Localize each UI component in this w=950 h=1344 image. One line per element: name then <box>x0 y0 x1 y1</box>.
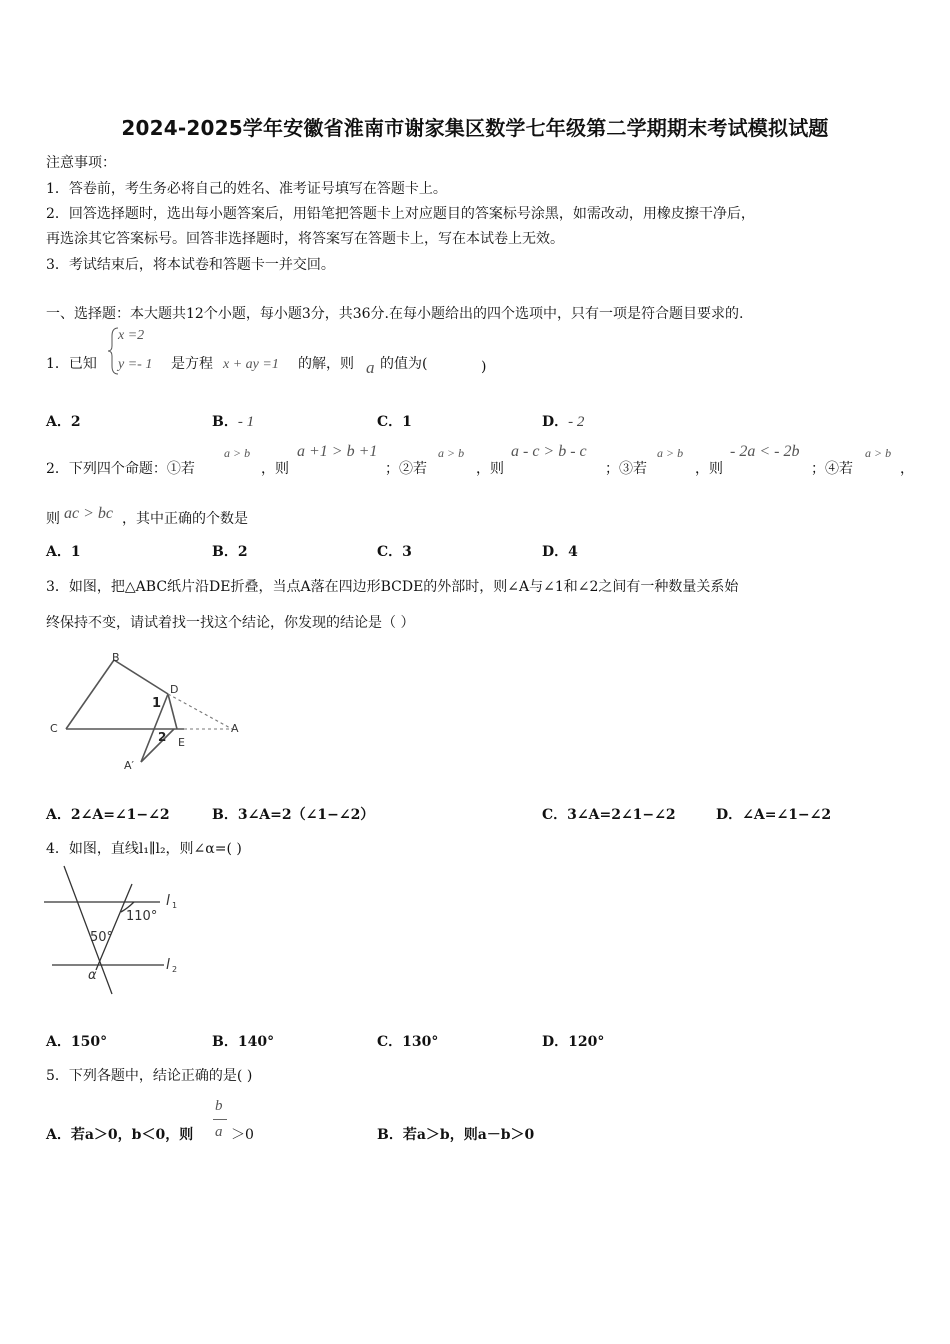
q1-variable: a <box>366 358 375 377</box>
option-d[interactable]: D．4 <box>542 544 578 560</box>
notice-heading: 注意事项： <box>46 155 116 171</box>
q3-triangle-figure <box>44 648 254 776</box>
q5-fraction-numerator: b <box>215 1098 223 1114</box>
option-d[interactable]: D．120° <box>542 1034 605 1050</box>
label-50: 50° <box>90 930 114 945</box>
q2-result: - 2a < - 2b <box>730 443 800 460</box>
option-c[interactable]: C．1 <box>377 414 412 430</box>
q1-equation: x + ay =1 <box>223 357 279 372</box>
q1-paren: ) <box>481 359 487 375</box>
section-heading: 一、选择题：本大题共12个小题，每小题3分，共36分.在每小题给出的四个选项中，只有一项是符合题目要求的. <box>46 306 744 322</box>
notice-item: 再选涂其它答案标号。回答非选择题时，将答案写在答题卡上，写在本试卷上无效。 <box>46 231 564 247</box>
q2-text: ，则 <box>261 461 289 477</box>
option-c[interactable]: C．3 <box>377 544 412 560</box>
label-angle-1: 1 <box>152 696 162 711</box>
q2-condition: a > b <box>657 446 684 460</box>
notice-item: 3．考试结束后，将本试卷和答题卡一并交回。 <box>46 257 335 273</box>
q2-text: 则 <box>46 511 60 527</box>
q1-sys-eq2: y =- 1 <box>118 357 153 372</box>
label-e: E <box>178 736 185 749</box>
q1-sys-eq1: x =2 <box>118 328 145 343</box>
q2-text: ，其中正确的个数是 <box>122 511 248 527</box>
label-a: A <box>231 722 239 735</box>
q2-text: ；②若 <box>385 461 427 477</box>
option-d[interactable]: D．∠A=∠1−∠2 <box>716 807 832 823</box>
fraction-bar <box>213 1119 227 1120</box>
option-a[interactable]: A．2 <box>46 414 81 430</box>
option-c[interactable]: C．3∠A=2∠1−∠2 <box>542 807 676 823</box>
q5-option-a-suffix: ＞0 <box>231 1127 254 1143</box>
q3-text: 终保持不变，请试着找一找这个结论，你发现的结论是（ ） <box>46 615 415 631</box>
q4-text: 4．如图，直线l₁∥l₂，则∠α=( ) <box>46 841 242 857</box>
label-l1-subscript: 1 <box>172 901 178 910</box>
q2-condition: a > b <box>865 446 892 460</box>
label-c: C <box>50 722 58 735</box>
option-a[interactable]: A．150° <box>46 1034 108 1050</box>
option-c[interactable]: C．130° <box>377 1034 439 1050</box>
q2-result: a - c > b - c <box>511 443 587 460</box>
page-title: 2024-2025学年安徽省淮南市谢家集区数学七年级第二学期期末考试模拟试题 <box>121 116 829 140</box>
option-d[interactable]: D．- 2 <box>542 414 585 430</box>
q3-text: 3．如图，把△ABC纸片沿DE折叠，当点A落在四边形BCDE的外部时，则∠A与∠1和∠2之间有一种数量关系始 <box>46 579 739 595</box>
notice-item: 1．答卷前，考生务必将自己的姓名、准考证号填写在答题卡上。 <box>46 181 447 197</box>
label-angle-2: 2 <box>158 730 167 744</box>
q2-result: a +1 > b +1 <box>297 443 378 460</box>
label-b: B <box>112 651 120 664</box>
q2-text: ，则 <box>476 461 504 477</box>
q1-text: 的解，则 <box>298 356 354 372</box>
option-b[interactable]: B．2 <box>212 544 248 560</box>
q5-text: 5．下列各题中，结论正确的是( ) <box>46 1068 253 1084</box>
option-a[interactable]: A．1 <box>46 544 81 560</box>
q5-fraction-denominator: a <box>215 1124 223 1140</box>
label-l1: l <box>166 893 170 909</box>
label-l2-subscript: 2 <box>172 965 178 974</box>
label-l2: l <box>166 957 170 973</box>
label-110: 110° <box>126 909 158 924</box>
q2-condition: a > b <box>224 446 251 460</box>
option-b[interactable]: B．若a＞b，则a－b＞0 <box>377 1127 535 1143</box>
q2-text: ，则 <box>695 461 723 477</box>
option-b[interactable]: B．3∠A=2（∠1−∠2） <box>212 807 375 823</box>
q2-condition: a > b <box>438 446 465 460</box>
q2-text: ；④若 <box>811 461 853 477</box>
option-a[interactable]: A．若a＞0，b＜0，则 <box>46 1127 194 1143</box>
q2-result: ac > bc <box>64 505 113 522</box>
q4-parallel-lines-figure <box>42 862 192 998</box>
q2-text: ， <box>900 461 914 477</box>
q1-number: 1．已知 <box>46 356 97 372</box>
option-a[interactable]: A．2∠A=∠1−∠2 <box>46 807 170 823</box>
label-a-prime: A′ <box>124 759 135 772</box>
label-alpha: α <box>88 968 97 983</box>
q2-text: ；③若 <box>605 461 647 477</box>
q1-text: 是方程 <box>171 356 213 372</box>
label-d: D <box>170 683 179 696</box>
option-b[interactable]: B．140° <box>212 1034 275 1050</box>
q2-text: 2．下列四个命题：①若 <box>46 461 195 477</box>
option-b[interactable]: B．- 1 <box>212 414 255 430</box>
notice-item: 2．回答选择题时，选出每小题答案后，用铅笔把答题卡上对应题目的答案标号涂黑，如需改动，用橡皮擦干净后， <box>46 206 755 222</box>
q1-text: 的值为( <box>380 356 428 372</box>
